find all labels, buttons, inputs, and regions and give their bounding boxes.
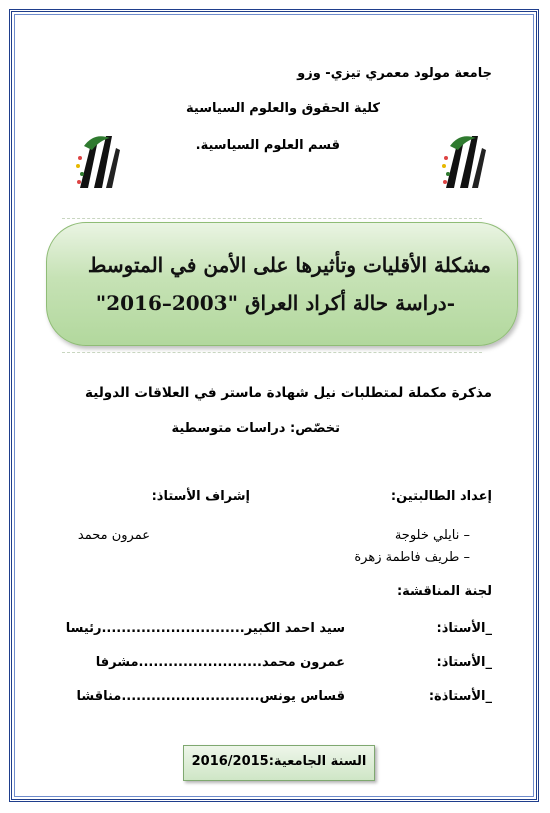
thesis-title-line2: -دراسة حالة أكراد العراق "2003–2016" — [95, 291, 455, 315]
committee-member-title: _الأستاذة: — [428, 689, 492, 704]
divider — [62, 352, 482, 353]
thesis-title-box — [46, 222, 518, 346]
committee-label: لجنة المناقشة: — [396, 584, 492, 599]
university-logo-icon — [436, 128, 492, 198]
committee-member-title: _الأستاذ: — [436, 621, 492, 636]
department-name: قسم العلوم السياسية. — [195, 138, 340, 153]
students-label: إعداد الطالبتين: — [390, 489, 492, 504]
divider — [62, 218, 482, 219]
faculty-name: كلية الحقوق والعلوم السياسية — [186, 101, 380, 116]
committee-member-entry: قساس يونس............................مناقشا — [76, 689, 345, 704]
student-name-2: – طريف فاطمة زهرة — [354, 550, 470, 565]
student-name-1: – نايلي خلوجة — [394, 528, 470, 543]
committee-member-title: _الأستاذ: — [436, 655, 492, 670]
committee-member-entry: سيد احمد الكبير.............................رئيسا — [65, 621, 345, 636]
supervisor-label: إشراف الأستاذ: — [151, 489, 250, 504]
university-logo-icon — [70, 128, 126, 198]
university-name: جامعة مولود معمري تيزي- وزو — [297, 66, 492, 81]
thesis-title-line1: مشكلة الأقليات وتأثيرها على الأمن في المتوسط — [87, 253, 491, 277]
academic-year: السنة الجامعية:2016/2015 — [191, 754, 367, 769]
committee-member-entry: عمرون محمد.........................مشرفا — [95, 655, 345, 670]
specialty: تخصّص: دراسات متوسطية — [171, 421, 340, 436]
supervisor-name: عمرون محمد — [77, 528, 150, 543]
academic-year-box — [183, 745, 375, 781]
memo-description: مذكرة مكملة لمتطلبات نيل شهادة ماستر في العلاقات الدولية — [85, 385, 492, 401]
